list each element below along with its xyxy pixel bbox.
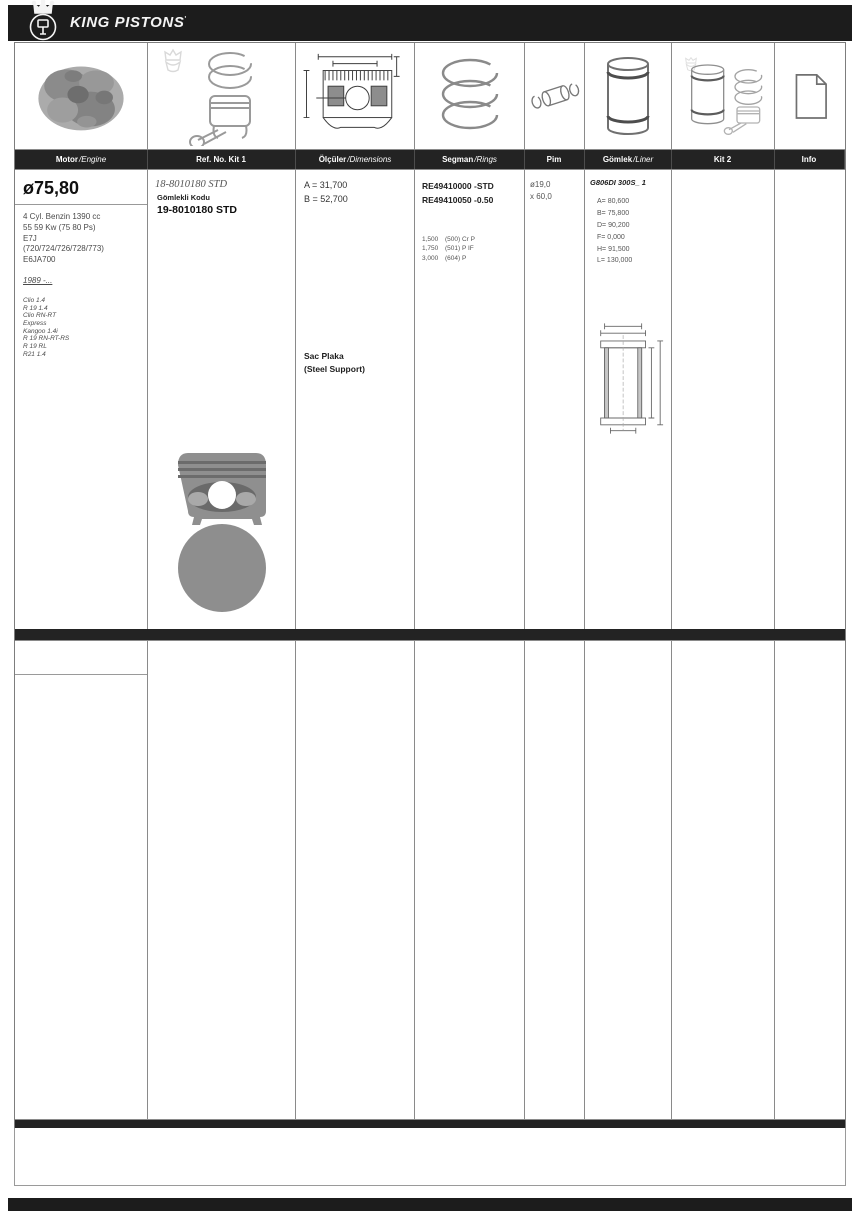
sub-divider-line bbox=[15, 641, 147, 675]
ref-code-std: 18-8010180 STD bbox=[155, 179, 228, 190]
ref-kit1-cell bbox=[148, 170, 296, 629]
liner-technical-drawing bbox=[589, 320, 667, 443]
col-header-ref-kit1: Ref. No. Kit 1 bbox=[148, 150, 296, 169]
col-header-kit2: Kit 2 bbox=[672, 150, 775, 169]
empty-rings-cell bbox=[415, 641, 525, 1119]
info-cell bbox=[775, 170, 845, 629]
kit2-cell bbox=[672, 170, 775, 629]
engine-spec-line: 4 Cyl. Benzin 1390 cc bbox=[23, 212, 101, 221]
pin-diameter: ø19,0 bbox=[530, 180, 551, 189]
empty-engine-cell bbox=[15, 641, 148, 1119]
liner-dimension: F= 0,000 bbox=[597, 233, 625, 241]
vehicle-model: Express bbox=[23, 319, 47, 327]
col-header-pin: Pim bbox=[525, 150, 585, 169]
engine-years: 1989 -... bbox=[23, 275, 53, 285]
engine-cell bbox=[15, 170, 148, 629]
piston-rod-rings-icon bbox=[148, 43, 296, 149]
ring-spec: 1,500 (500) Cr P bbox=[422, 235, 475, 243]
vehicle-model: R 19 RN-RT-RS bbox=[23, 335, 70, 343]
vehicle-model: Kangoo 1.4i bbox=[23, 327, 58, 335]
liner-cell bbox=[585, 170, 672, 629]
liner-icon bbox=[585, 43, 672, 149]
brand-name: KING PISTONS' bbox=[70, 14, 187, 31]
engine-spec-line: E7J bbox=[23, 233, 37, 243]
pin-length: x 60,0 bbox=[530, 192, 552, 202]
liner-code: G806DI 300S_ 1 bbox=[590, 178, 646, 187]
pin-icon bbox=[525, 43, 585, 149]
liner-dimension: D= 90,200 bbox=[597, 221, 630, 229]
engine-spec-line: (720/724/726/728/773) bbox=[23, 244, 104, 254]
ring-spec: 1,750 (501) P IF bbox=[422, 245, 474, 253]
empty-pin-cell bbox=[525, 641, 585, 1119]
piston-diagram-icon bbox=[296, 43, 415, 149]
pin-cell bbox=[525, 170, 585, 629]
col-header-rings: Segman /Rings bbox=[415, 150, 525, 169]
vehicle-model: Clio 1.4 bbox=[23, 296, 46, 304]
bore-size: ø75,80 bbox=[15, 178, 147, 205]
vehicle-model: R 19 1.4 bbox=[23, 304, 48, 312]
empty-row bbox=[15, 640, 845, 1120]
engine-spec-line: E6JA700 bbox=[23, 255, 56, 265]
brand-trademark: ' bbox=[184, 16, 187, 23]
steel-support-tr: Sac Plaka bbox=[304, 351, 344, 361]
empty-dimensions-cell bbox=[296, 641, 415, 1119]
rings-icon bbox=[415, 43, 525, 149]
dimension-a: A = 31,700 bbox=[304, 180, 348, 190]
empty-kit2-cell bbox=[672, 641, 775, 1119]
empty-ref-cell bbox=[148, 641, 296, 1119]
col-header-dimensions: Ölçüler /Dimensions bbox=[296, 150, 415, 169]
vehicle-model-list bbox=[23, 297, 139, 358]
brand-bar bbox=[8, 5, 852, 41]
liner-dimension: H= 91,500 bbox=[597, 245, 630, 253]
vehicle-model: Clio RN-RT bbox=[23, 312, 57, 320]
bottom-bar bbox=[8, 1198, 852, 1211]
catalog-table bbox=[14, 42, 846, 1132]
rings-cell bbox=[415, 170, 525, 629]
liner-dimension: B= 75,800 bbox=[597, 209, 630, 217]
column-header-row bbox=[15, 150, 845, 169]
ring-spec: 3,000 (604) P bbox=[422, 254, 467, 262]
ring-set-code-050: RE49410050 -0.50 bbox=[422, 195, 494, 206]
icon-row bbox=[15, 43, 845, 150]
section-divider-bar bbox=[15, 629, 845, 640]
col-header-motor: Motor /Engine bbox=[15, 150, 148, 169]
empty-info-cell bbox=[775, 641, 845, 1119]
document-icon bbox=[775, 43, 845, 149]
liner-dimension-list bbox=[597, 196, 667, 267]
col-header-info: Info bbox=[775, 150, 845, 169]
vehicle-model: R 19 RL bbox=[23, 342, 47, 350]
empty-liner-cell bbox=[585, 641, 672, 1119]
dimensions-cell bbox=[296, 170, 415, 629]
linered-code-label: Gömlekli Kodu bbox=[157, 193, 210, 202]
engine-spec-line: 55 59 Kw (75 80 Ps) bbox=[23, 222, 96, 232]
liner-dimension: A= 80,600 bbox=[597, 198, 630, 205]
ref-code-linered: 19-8010180 STD bbox=[157, 204, 237, 216]
dimension-b: B = 52,700 bbox=[304, 193, 348, 204]
data-row bbox=[15, 169, 845, 629]
vehicle-model: R21 1.4 bbox=[23, 350, 46, 358]
footer-strip bbox=[14, 1128, 846, 1186]
steel-support-note bbox=[304, 350, 365, 376]
piston-photo bbox=[166, 445, 278, 618]
ring-set-code-std: RE49410000 -STD bbox=[422, 181, 494, 191]
steel-support-en: (Steel Support) bbox=[304, 363, 365, 374]
col-header-liner: Gömlek /Liner bbox=[585, 150, 672, 169]
liner-kit-icon bbox=[672, 43, 775, 149]
ring-spec-list bbox=[422, 235, 517, 263]
engine-photo-icon bbox=[15, 43, 148, 149]
liner-dimension: L= 130,000 bbox=[597, 257, 633, 265]
